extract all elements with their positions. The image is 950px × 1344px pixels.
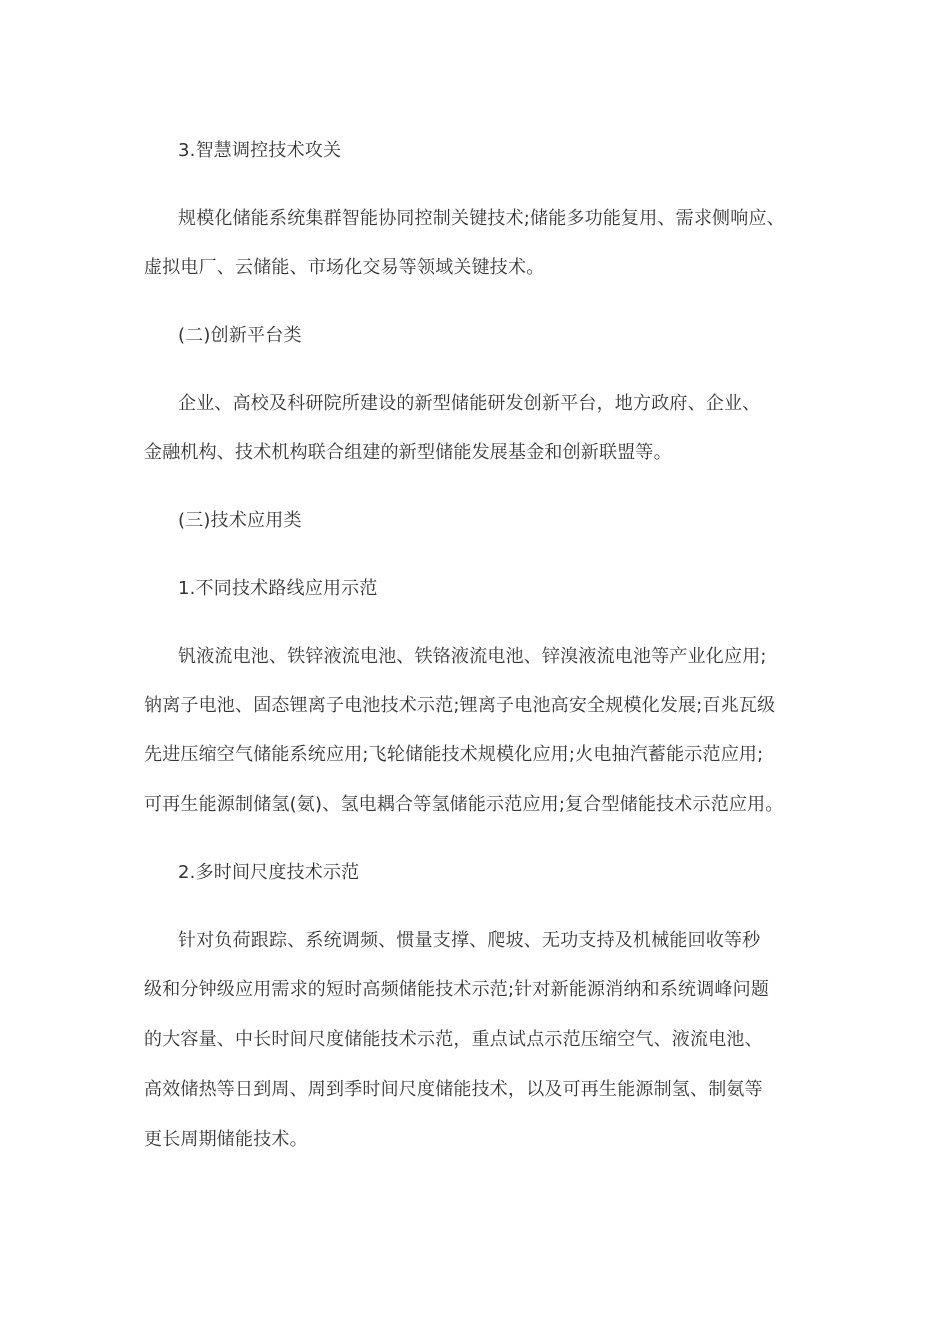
paragraph-line: 高效储热等日到周、周到季时间尺度储能技术，以及可再生能源制氢、制氨等 — [144, 1079, 763, 1100]
paragraph-line: 企业、高校及科研院所建设的新型储能研发创新平台，地方政府、企业、 — [178, 393, 761, 414]
paragraph-line: 规模化储能系统集群智能协同控制关键技术;储能多功能复用、需求侧响应、 — [178, 208, 785, 229]
section-heading-innovation-platform: (二)创新平台类 — [178, 325, 302, 346]
paragraph-line: 先进压缩空气储能系统应用;飞轮储能技术规模化应用;火电抽汽蓄能示范应用; — [144, 744, 764, 765]
section-heading-smart-control: 3.智慧调控技术攻关 — [178, 140, 342, 161]
subsection-heading-tech-routes: 1.不同技术路线应用示范 — [178, 578, 378, 599]
paragraph-line: 的大容量、中长时间尺度储能技术示范，重点试点示范压缩空气、液流电池、 — [144, 1029, 763, 1050]
paragraph-line: 虚拟电厂、云储能、市场化交易等领域关键技术。 — [144, 257, 545, 278]
paragraph-line: 钠离子电池、固态锂离子电池技术示范;锂离子电池高安全规模化发展;百兆瓦级 — [144, 695, 776, 716]
paragraph-line: 针对负荷跟踪、系统调频、惯量支撑、爬坡、无功支持及机械能回收等秒 — [178, 930, 761, 951]
subsection-heading-multi-timescale: 2.多时间尺度技术示范 — [178, 862, 360, 883]
paragraph-line: 更长周期储能技术。 — [144, 1129, 308, 1150]
paragraph-line: 钒液流电池、铁锌液流电池、铁铬液流电池、锌溴液流电池等产业化应用; — [178, 646, 767, 667]
paragraph-line: 金融机构、技术机构联合组建的新型储能发展基金和创新联盟等。 — [144, 442, 672, 463]
paragraph-line: 可再生能源制储氢(氨)、氢电耦合等氢储能示范应用;复合型储能技术示范应用。 — [144, 794, 784, 815]
section-heading-technology-application: (三)技术应用类 — [178, 510, 302, 531]
paragraph-line: 级和分钟级应用需求的短时高频储能技术示范;针对新能源消纳和系统调峰问题 — [144, 979, 770, 1000]
